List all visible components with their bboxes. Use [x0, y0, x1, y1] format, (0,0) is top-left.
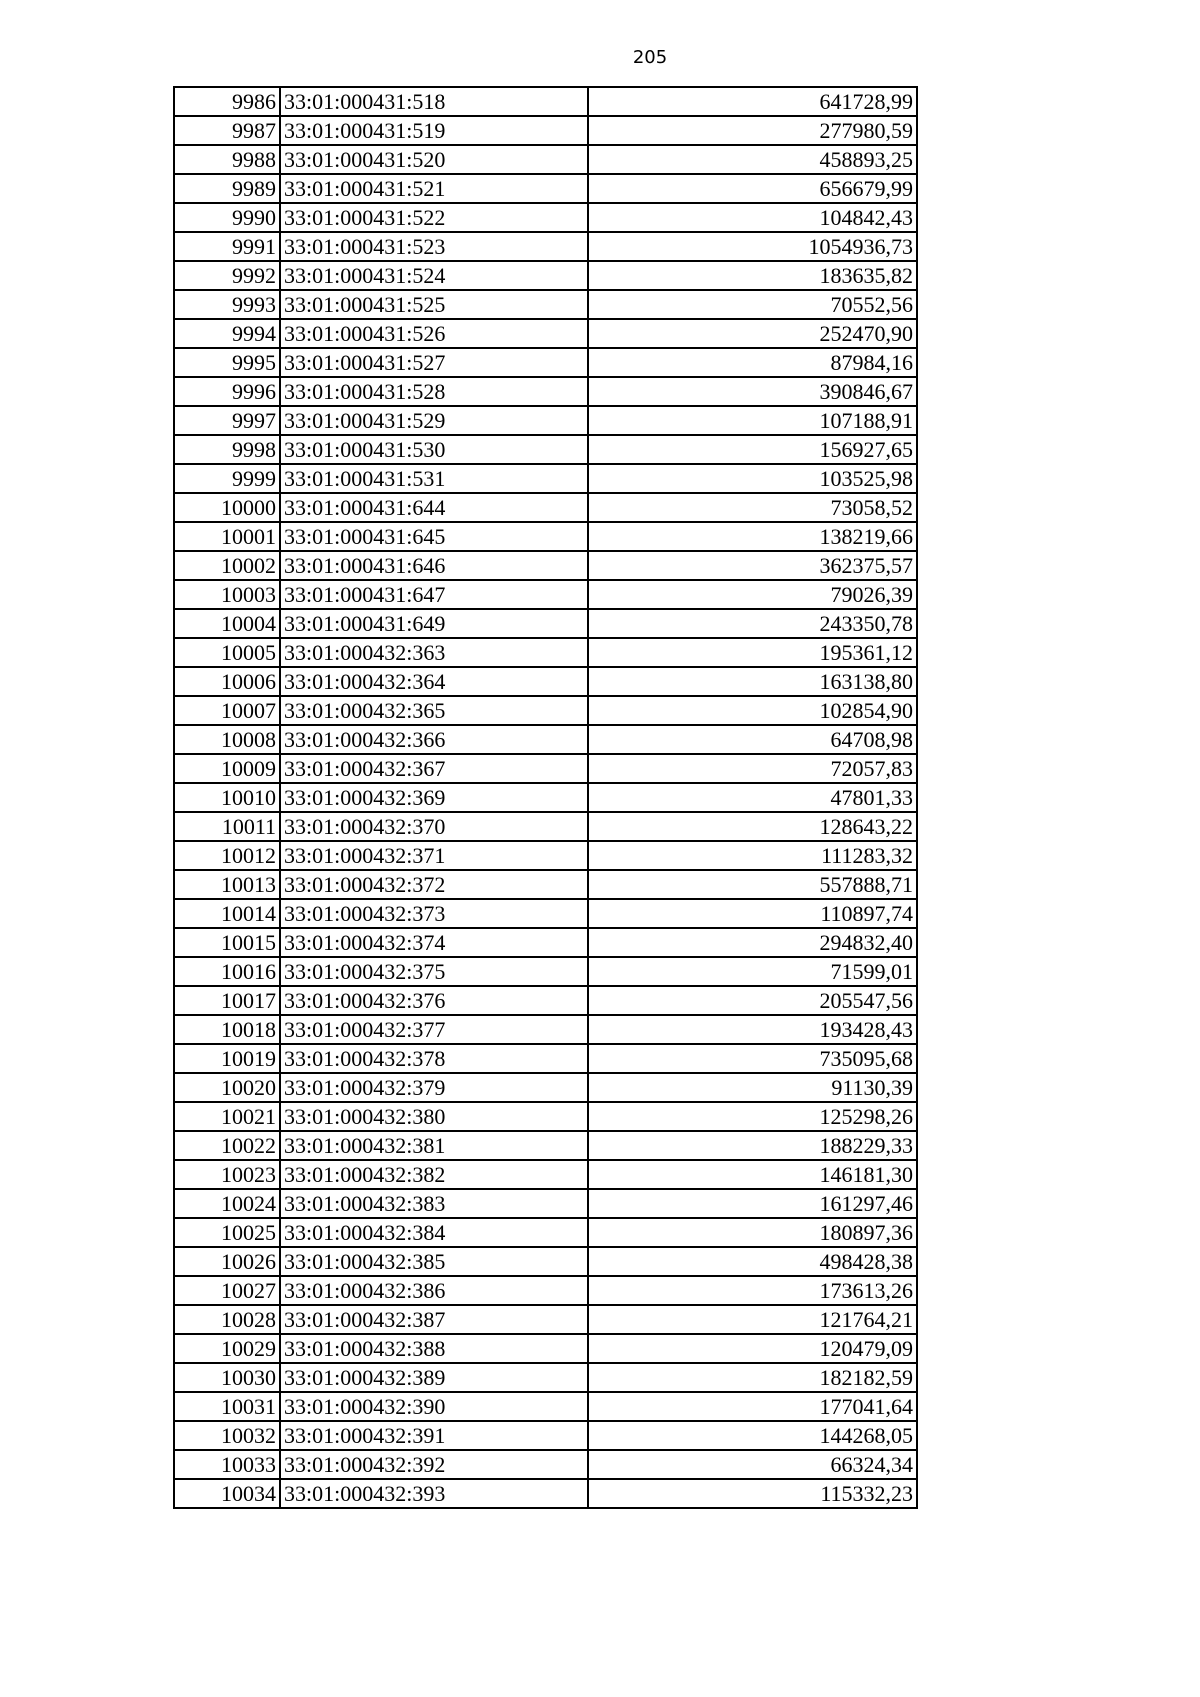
row-number-cell: 10020 — [174, 1073, 280, 1102]
table-row — [174, 1334, 917, 1363]
page-number — [0, 48, 1200, 68]
cadastral-number-cell: 33:01:000432:383 — [280, 1189, 588, 1218]
cadastral-number-cell: 33:01:000432:376 — [280, 986, 588, 1015]
table-row — [174, 435, 917, 464]
row-number-cell: 10026 — [174, 1247, 280, 1276]
row-number-cell: 10029 — [174, 1334, 280, 1363]
value-cell: 47801,33 — [588, 783, 917, 812]
table-row — [174, 203, 917, 232]
row-number-cell: 9993 — [174, 290, 280, 319]
row-number-cell: 10021 — [174, 1102, 280, 1131]
cadastral-number-cell: 33:01:000432:382 — [280, 1160, 588, 1189]
row-number-cell: 10007 — [174, 696, 280, 725]
cadastral-number-cell: 33:01:000431:649 — [280, 609, 588, 638]
cadastral-number-cell: 33:01:000432:366 — [280, 725, 588, 754]
value-cell: 195361,12 — [588, 638, 917, 667]
cadastral-number-cell: 33:01:000431:518 — [280, 87, 588, 116]
table-row — [174, 290, 917, 319]
row-number-cell: 10010 — [174, 783, 280, 812]
value-cell: 182182,59 — [588, 1363, 917, 1392]
table-row — [174, 1160, 917, 1189]
row-number-cell: 10023 — [174, 1160, 280, 1189]
cadastral-number-cell: 33:01:000431:521 — [280, 174, 588, 203]
row-number-cell: 9987 — [174, 116, 280, 145]
row-number-cell: 10014 — [174, 899, 280, 928]
table-row — [174, 928, 917, 957]
cadastral-number-cell: 33:01:000431:530 — [280, 435, 588, 464]
cadastral-number-cell: 33:01:000432:372 — [280, 870, 588, 899]
value-cell: 107188,91 — [588, 406, 917, 435]
cadastral-number-cell: 33:01:000432:369 — [280, 783, 588, 812]
value-cell: 188229,33 — [588, 1131, 917, 1160]
row-number-cell: 10005 — [174, 638, 280, 667]
value-cell: 79026,39 — [588, 580, 917, 609]
table-row — [174, 1247, 917, 1276]
cadastral-number-cell: 33:01:000432:379 — [280, 1073, 588, 1102]
value-cell: 103525,98 — [588, 464, 917, 493]
cadastral-number-cell: 33:01:000431:520 — [280, 145, 588, 174]
value-cell: 243350,78 — [588, 609, 917, 638]
table-row — [174, 667, 917, 696]
value-cell: 111283,32 — [588, 841, 917, 870]
table-row — [174, 464, 917, 493]
value-cell: 71599,01 — [588, 957, 917, 986]
table-row — [174, 580, 917, 609]
cadastral-number-cell: 33:01:000431:647 — [280, 580, 588, 609]
table-row — [174, 870, 917, 899]
table-row — [174, 1479, 917, 1508]
table-row — [174, 551, 917, 580]
table-row — [174, 696, 917, 725]
value-cell: 390846,67 — [588, 377, 917, 406]
table-row — [174, 812, 917, 841]
table-row — [174, 406, 917, 435]
table-row — [174, 232, 917, 261]
cadastral-number-cell: 33:01:000432:386 — [280, 1276, 588, 1305]
row-number-cell: 10012 — [174, 841, 280, 870]
table-row — [174, 1015, 917, 1044]
cadastral-number-cell: 33:01:000431:644 — [280, 493, 588, 522]
table-row — [174, 87, 917, 116]
row-number-cell: 10004 — [174, 609, 280, 638]
cadastral-number-cell: 33:01:000432:381 — [280, 1131, 588, 1160]
table-row — [174, 841, 917, 870]
value-cell: 656679,99 — [588, 174, 917, 203]
cadastral-number-cell: 33:01:000432:365 — [280, 696, 588, 725]
value-cell: 121764,21 — [588, 1305, 917, 1334]
row-number-cell: 10024 — [174, 1189, 280, 1218]
row-number-cell: 9996 — [174, 377, 280, 406]
cadastral-number-cell: 33:01:000432:375 — [280, 957, 588, 986]
table-row — [174, 493, 917, 522]
row-number-cell: 10009 — [174, 754, 280, 783]
cadastral-number-cell: 33:01:000431:528 — [280, 377, 588, 406]
value-cell: 294832,40 — [588, 928, 917, 957]
row-number-cell: 10000 — [174, 493, 280, 522]
row-number-cell: 10003 — [174, 580, 280, 609]
row-number-cell: 10015 — [174, 928, 280, 957]
value-cell: 498428,38 — [588, 1247, 917, 1276]
value-cell: 183635,82 — [588, 261, 917, 290]
row-number-cell: 9992 — [174, 261, 280, 290]
value-cell: 205547,56 — [588, 986, 917, 1015]
table-row — [174, 1421, 917, 1450]
table-row — [174, 145, 917, 174]
value-cell: 91130,39 — [588, 1073, 917, 1102]
cadastral-number-cell: 33:01:000431:527 — [280, 348, 588, 377]
cadastral-number-cell: 33:01:000432:384 — [280, 1218, 588, 1247]
row-number-cell: 10008 — [174, 725, 280, 754]
value-cell: 1054936,73 — [588, 232, 917, 261]
value-cell: 87984,16 — [588, 348, 917, 377]
table-row — [174, 1363, 917, 1392]
value-cell: 173613,26 — [588, 1276, 917, 1305]
cadastral-number-cell: 33:01:000431:524 — [280, 261, 588, 290]
cadastral-number-cell: 33:01:000431:646 — [280, 551, 588, 580]
value-cell: 128643,22 — [588, 812, 917, 841]
cadastral-value-table — [173, 86, 918, 1509]
cadastral-number-cell: 33:01:000432:364 — [280, 667, 588, 696]
cadastral-value-table-wrapper — [173, 86, 918, 1509]
cadastral-number-cell: 33:01:000432:393 — [280, 1479, 588, 1508]
cadastral-number-cell: 33:01:000432:387 — [280, 1305, 588, 1334]
table-row — [174, 319, 917, 348]
row-number-cell: 9989 — [174, 174, 280, 203]
cadastral-number-cell: 33:01:000432:378 — [280, 1044, 588, 1073]
value-cell: 144268,05 — [588, 1421, 917, 1450]
table-row — [174, 116, 917, 145]
value-cell: 110897,74 — [588, 899, 917, 928]
value-cell: 73058,52 — [588, 493, 917, 522]
cadastral-number-cell: 33:01:000431:531 — [280, 464, 588, 493]
value-cell: 156927,65 — [588, 435, 917, 464]
cadastral-number-cell: 33:01:000432:370 — [280, 812, 588, 841]
row-number-cell: 10030 — [174, 1363, 280, 1392]
row-number-cell: 9994 — [174, 319, 280, 348]
cadastral-number-cell: 33:01:000431:519 — [280, 116, 588, 145]
value-cell: 70552,56 — [588, 290, 917, 319]
cadastral-number-cell: 33:01:000432:389 — [280, 1363, 588, 1392]
table-row — [174, 899, 917, 928]
value-cell: 115332,23 — [588, 1479, 917, 1508]
cadastral-number-cell: 33:01:000431:529 — [280, 406, 588, 435]
cadastral-number-cell: 33:01:000432:385 — [280, 1247, 588, 1276]
table-row — [174, 638, 917, 667]
cadastral-number-cell: 33:01:000431:525 — [280, 290, 588, 319]
table-row — [174, 261, 917, 290]
value-cell: 104842,43 — [588, 203, 917, 232]
table-row — [174, 1044, 917, 1073]
table-row — [174, 609, 917, 638]
row-number-cell: 10013 — [174, 870, 280, 899]
value-cell: 177041,64 — [588, 1392, 917, 1421]
row-number-cell: 10033 — [174, 1450, 280, 1479]
value-cell: 125298,26 — [588, 1102, 917, 1131]
cadastral-number-cell: 33:01:000432:367 — [280, 754, 588, 783]
cadastral-number-cell: 33:01:000432:390 — [280, 1392, 588, 1421]
row-number-cell: 9991 — [174, 232, 280, 261]
table-row — [174, 1392, 917, 1421]
row-number-cell: 10011 — [174, 812, 280, 841]
table-row — [174, 174, 917, 203]
table-row — [174, 1276, 917, 1305]
row-number-cell: 10032 — [174, 1421, 280, 1450]
row-number-cell: 10025 — [174, 1218, 280, 1247]
table-row — [174, 1073, 917, 1102]
value-cell: 138219,66 — [588, 522, 917, 551]
row-number-cell: 10001 — [174, 522, 280, 551]
cadastral-number-cell: 33:01:000431:526 — [280, 319, 588, 348]
table-row — [174, 957, 917, 986]
table-row — [174, 1450, 917, 1479]
cadastral-number-cell: 33:01:000432:380 — [280, 1102, 588, 1131]
value-cell: 146181,30 — [588, 1160, 917, 1189]
value-cell: 252470,90 — [588, 319, 917, 348]
table-row — [174, 754, 917, 783]
row-number-cell: 10031 — [174, 1392, 280, 1421]
cadastral-number-cell: 33:01:000432:388 — [280, 1334, 588, 1363]
page-number-text: 205 — [632, 47, 668, 68]
row-number-cell: 9986 — [174, 87, 280, 116]
cadastral-number-cell: 33:01:000432:363 — [280, 638, 588, 667]
table-row — [174, 1218, 917, 1247]
value-cell: 277980,59 — [588, 116, 917, 145]
cadastral-number-cell: 33:01:000432:392 — [280, 1450, 588, 1479]
value-cell: 193428,43 — [588, 1015, 917, 1044]
cadastral-number-cell: 33:01:000432:377 — [280, 1015, 588, 1044]
row-number-cell: 9997 — [174, 406, 280, 435]
cadastral-number-cell: 33:01:000431:645 — [280, 522, 588, 551]
table-row — [174, 348, 917, 377]
cadastral-number-cell: 33:01:000432:373 — [280, 899, 588, 928]
row-number-cell: 9998 — [174, 435, 280, 464]
value-cell: 557888,71 — [588, 870, 917, 899]
table-row — [174, 377, 917, 406]
table-row — [174, 783, 917, 812]
row-number-cell: 9995 — [174, 348, 280, 377]
table-row — [174, 1102, 917, 1131]
value-cell: 362375,57 — [588, 551, 917, 580]
row-number-cell: 10028 — [174, 1305, 280, 1334]
value-cell: 64708,98 — [588, 725, 917, 754]
row-number-cell: 10016 — [174, 957, 280, 986]
table-body — [174, 87, 917, 1508]
table-row — [174, 1131, 917, 1160]
row-number-cell: 9999 — [174, 464, 280, 493]
table-row — [174, 986, 917, 1015]
row-number-cell: 10002 — [174, 551, 280, 580]
row-number-cell: 10006 — [174, 667, 280, 696]
row-number-cell: 10027 — [174, 1276, 280, 1305]
value-cell: 641728,99 — [588, 87, 917, 116]
cadastral-number-cell: 33:01:000432:371 — [280, 841, 588, 870]
value-cell: 72057,83 — [588, 754, 917, 783]
value-cell: 66324,34 — [588, 1450, 917, 1479]
row-number-cell: 9988 — [174, 145, 280, 174]
cadastral-number-cell: 33:01:000431:522 — [280, 203, 588, 232]
value-cell: 102854,90 — [588, 696, 917, 725]
value-cell: 735095,68 — [588, 1044, 917, 1073]
value-cell: 163138,80 — [588, 667, 917, 696]
table-row — [174, 1189, 917, 1218]
value-cell: 180897,36 — [588, 1218, 917, 1247]
row-number-cell: 10034 — [174, 1479, 280, 1508]
table-row — [174, 522, 917, 551]
table-row — [174, 725, 917, 754]
row-number-cell: 10022 — [174, 1131, 280, 1160]
cadastral-number-cell: 33:01:000432:391 — [280, 1421, 588, 1450]
row-number-cell: 9990 — [174, 203, 280, 232]
value-cell: 161297,46 — [588, 1189, 917, 1218]
row-number-cell: 10019 — [174, 1044, 280, 1073]
table-row — [174, 1305, 917, 1334]
value-cell: 120479,09 — [588, 1334, 917, 1363]
row-number-cell: 10018 — [174, 1015, 280, 1044]
value-cell: 458893,25 — [588, 145, 917, 174]
cadastral-number-cell: 33:01:000431:523 — [280, 232, 588, 261]
cadastral-number-cell: 33:01:000432:374 — [280, 928, 588, 957]
row-number-cell: 10017 — [174, 986, 280, 1015]
